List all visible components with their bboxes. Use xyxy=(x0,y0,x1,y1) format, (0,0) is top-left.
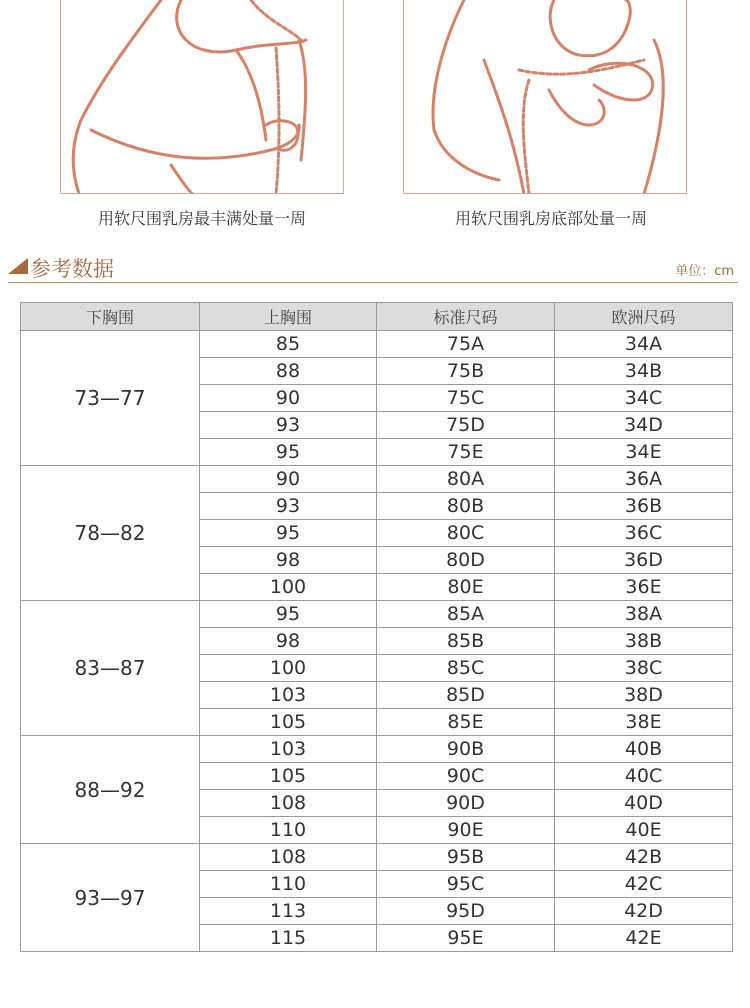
header-standard-size: 标准尺码 xyxy=(377,303,555,331)
eu-size-value: 40C xyxy=(555,763,733,790)
standard-size-value: 90D xyxy=(377,790,555,817)
upper-bust-value: 108 xyxy=(200,844,377,871)
under-bust-range: 93—97 xyxy=(21,844,200,952)
eu-size-value: 34B xyxy=(555,358,733,385)
standard-size-value: 75E xyxy=(377,439,555,466)
upper-bust-value: 93 xyxy=(200,493,377,520)
standard-size-value: 90E xyxy=(377,817,555,844)
eu-size-value: 38E xyxy=(555,709,733,736)
upper-bust-value: 110 xyxy=(200,871,377,898)
eu-size-value: 42B xyxy=(555,844,733,871)
eu-size-value: 42E xyxy=(555,925,733,952)
eu-size-value: 34A xyxy=(555,331,733,358)
standard-size-value: 90B xyxy=(377,736,555,763)
under-bust-range: 88—92 xyxy=(21,736,200,844)
standard-size-value: 85E xyxy=(377,709,555,736)
under-bust-range: 78—82 xyxy=(21,466,200,601)
illustration-under-bust xyxy=(403,0,687,194)
upper-bust-value: 85 xyxy=(200,331,377,358)
table-row xyxy=(21,331,733,358)
caption-upper-bust: 用软尺围乳房最丰满处量一周 xyxy=(97,209,306,228)
table-row xyxy=(21,844,733,871)
eu-size-value: 36E xyxy=(555,574,733,601)
standard-size-value: 80A xyxy=(377,466,555,493)
table-row xyxy=(21,736,733,763)
eu-size-value: 34C xyxy=(555,385,733,412)
upper-bust-value: 105 xyxy=(200,763,377,790)
unit-label: 单位：cm xyxy=(675,264,734,279)
upper-bust-value: 93 xyxy=(200,412,377,439)
upper-bust-value: 100 xyxy=(200,574,377,601)
measuring-illustration-upper xyxy=(61,0,344,194)
upper-bust-value: 103 xyxy=(200,682,377,709)
standard-size-value: 75A xyxy=(377,331,555,358)
header-upper-bust: 上胸围 xyxy=(200,303,377,331)
upper-bust-value: 100 xyxy=(200,655,377,682)
standard-size-value: 80C xyxy=(377,520,555,547)
eu-size-value: 38D xyxy=(555,682,733,709)
standard-size-value: 75D xyxy=(377,412,555,439)
section-title: 参考数据 xyxy=(30,257,114,281)
upper-bust-value: 90 xyxy=(200,466,377,493)
measuring-illustration-under xyxy=(404,0,687,194)
eu-size-value: 36A xyxy=(555,466,733,493)
eu-size-value: 42D xyxy=(555,898,733,925)
triangle-marker-icon xyxy=(8,258,28,274)
standard-size-value: 85D xyxy=(377,682,555,709)
upper-bust-value: 88 xyxy=(200,358,377,385)
standard-size-value: 85C xyxy=(377,655,555,682)
standard-size-value: 95D xyxy=(377,898,555,925)
upper-bust-value: 95 xyxy=(200,439,377,466)
standard-size-value: 95C xyxy=(377,871,555,898)
header-under-bust: 下胸围 xyxy=(21,303,200,331)
upper-bust-value: 98 xyxy=(200,547,377,574)
eu-size-value: 38A xyxy=(555,601,733,628)
table-header-row xyxy=(21,303,733,331)
eu-size-value: 38B xyxy=(555,628,733,655)
standard-size-value: 85B xyxy=(377,628,555,655)
under-bust-range: 73—77 xyxy=(21,331,200,466)
eu-size-value: 36D xyxy=(555,547,733,574)
eu-size-value: 42C xyxy=(555,871,733,898)
upper-bust-value: 95 xyxy=(200,601,377,628)
standard-size-value: 80D xyxy=(377,547,555,574)
header-eu-size: 欧洲尺码 xyxy=(555,303,733,331)
standard-size-value: 75B xyxy=(377,358,555,385)
eu-size-value: 36B xyxy=(555,493,733,520)
caption-under-bust: 用软尺围乳房底部处量一周 xyxy=(454,209,647,228)
eu-size-value: 34D xyxy=(555,412,733,439)
upper-bust-value: 113 xyxy=(200,898,377,925)
eu-size-value: 34E xyxy=(555,439,733,466)
under-bust-range: 83—87 xyxy=(21,601,200,736)
standard-size-value: 90C xyxy=(377,763,555,790)
eu-size-value: 40E xyxy=(555,817,733,844)
eu-size-value: 36C xyxy=(555,520,733,547)
eu-size-value: 38C xyxy=(555,655,733,682)
reference-data-header xyxy=(8,252,738,283)
eu-size-value: 40D xyxy=(555,790,733,817)
upper-bust-value: 110 xyxy=(200,817,377,844)
standard-size-value: 95B xyxy=(377,844,555,871)
table-row xyxy=(21,466,733,493)
standard-size-value: 95E xyxy=(377,925,555,952)
standard-size-value: 80E xyxy=(377,574,555,601)
upper-bust-value: 105 xyxy=(200,709,377,736)
upper-bust-value: 98 xyxy=(200,628,377,655)
illustration-upper-bust xyxy=(60,0,344,194)
standard-size-value: 80B xyxy=(377,493,555,520)
table-row xyxy=(21,601,733,628)
size-chart-table xyxy=(20,302,733,952)
standard-size-value: 75C xyxy=(377,385,555,412)
upper-bust-value: 90 xyxy=(200,385,377,412)
standard-size-value: 85A xyxy=(377,601,555,628)
upper-bust-value: 108 xyxy=(200,790,377,817)
upper-bust-value: 115 xyxy=(200,925,377,952)
eu-size-value: 40B xyxy=(555,736,733,763)
upper-bust-value: 95 xyxy=(200,520,377,547)
upper-bust-value: 103 xyxy=(200,736,377,763)
